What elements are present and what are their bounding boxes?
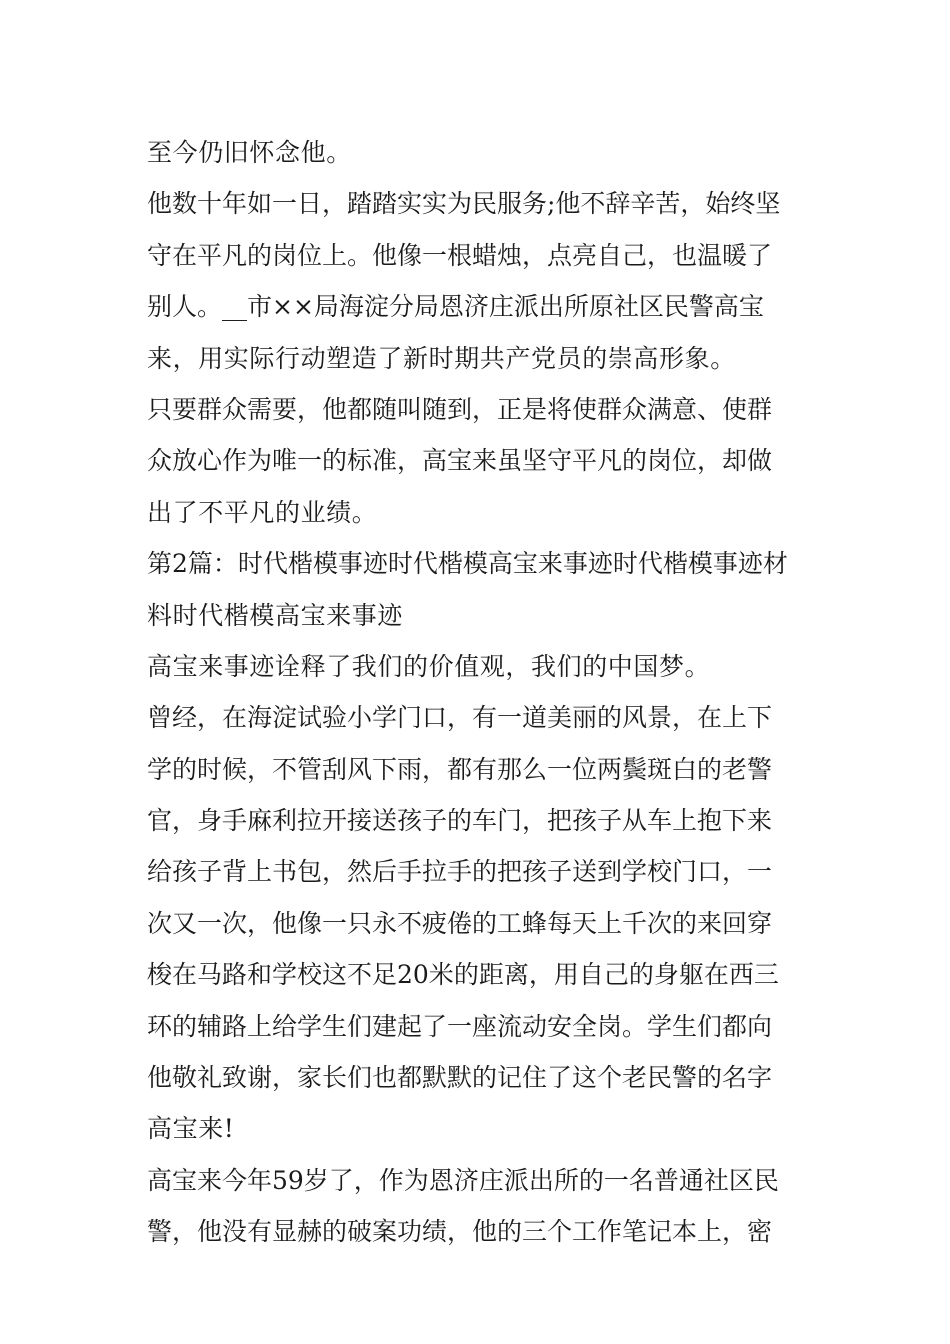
text-line-3: 守在平凡的岗位上。他像一根蜡烛，点亮自己，也温暖了	[147, 240, 773, 270]
text-line-16: 次又一次，他像一只永不疲倦的工蜂每天上千次的来回穿	[147, 908, 773, 938]
text-line-11: 高宝来事迹诠释了我们的价值观，我们的中国梦。	[147, 651, 711, 681]
text-line-4: 别人。__市××局海淀分局恩济庄派出所原社区民警高宝	[147, 292, 764, 322]
document-body	[147, 127, 807, 1258]
text-line-1: 至今仍旧怀念他。	[147, 138, 352, 167]
text-line-2: 他数十年如一日，踏踏实实为民服务;他不辞辛苦，始终坚	[147, 189, 781, 219]
text-line-5: 来，用实际行动塑造了新时期共产党员的崇高形象。	[147, 343, 736, 373]
text-line-14: 官，身手麻利拉开接送孩子的车门，把孩子从车上抱下来	[147, 806, 773, 836]
text-line-18: 环的辅路上给学生们建起了一座流动安全岗。学生们都向	[147, 1011, 773, 1041]
text-line-7: 众放心作为唯一的标准，高宝来虽坚守平凡的岗位，却做	[147, 446, 773, 476]
text-line-8: 出了不平凡的业绩。	[147, 497, 378, 527]
section-heading-line-1: 第2篇：时代楷模事迹时代楷模高宝来事迹时代楷模事迹材	[147, 549, 788, 579]
text-line-6: 只要群众需要，他都随叫随到，正是将使群众满意、使群	[147, 394, 773, 424]
text-line-20: 高宝来!	[147, 1114, 235, 1144]
text-line-21: 高宝来今年59岁了，作为恩济庄派出所的一名普通社区民	[147, 1165, 779, 1195]
text-line-22: 警，他没有显赫的破案功绩，他的三个工作笔记本上，密	[147, 1217, 773, 1247]
text-line-13: 学的时候，不管刮风下雨，都有那么一位两鬓斑白的老警	[147, 754, 773, 784]
text-line-17: 梭在马路和学校这不足20米的距离，用自己的身躯在西三	[147, 960, 779, 990]
text-line-15: 给孩子背上书包，然后手拉手的把孩子送到学校门口，一	[147, 857, 773, 887]
text-line-12: 曾经，在海淀试验小学门口，有一道美丽的风景，在上下	[147, 703, 773, 733]
text-line-19: 他敬礼致谢，家长们也都默默的记住了这个老民警的名字	[147, 1063, 773, 1093]
section-heading-line-2: 料时代楷模高宝来事迹	[147, 600, 404, 630]
